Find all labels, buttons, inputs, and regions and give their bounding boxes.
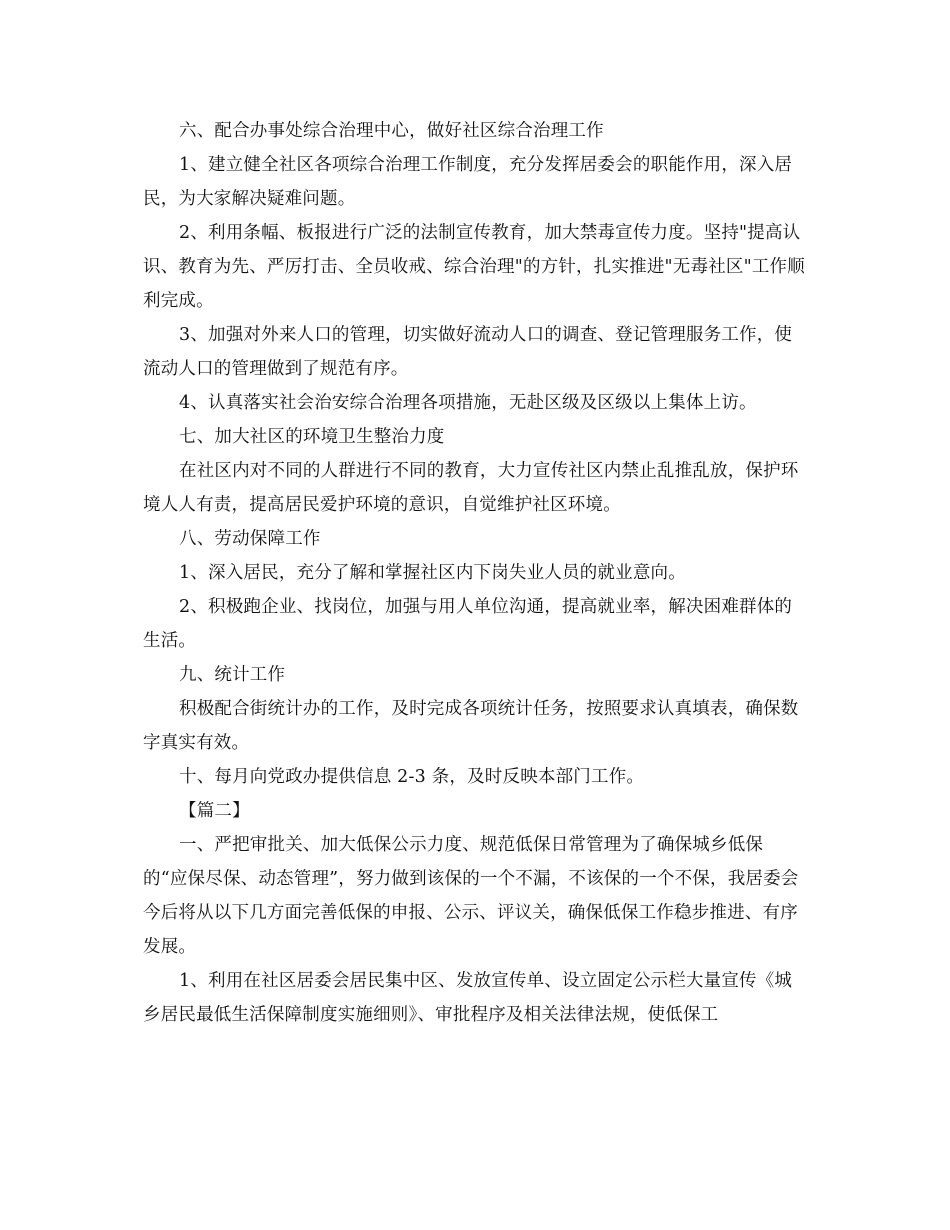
part-heading: 【篇二】	[179, 801, 250, 821]
paragraph: 积极配合街统计办的工作，及时完成各项统计任务，按照要求认真填表，确保数字真实有效。	[143, 699, 799, 753]
section-heading-nine: 九、统计工作	[179, 665, 286, 685]
paragraph: 1、深入居民，充分了解和掌握社区内下岗失业人员的就业意向。	[179, 563, 686, 583]
document-body	[143, 114, 807, 1032]
paragraph: 2、积极跑企业、找岗位，加强与用人单位沟通，提高就业率，解决困难群体的生活。	[143, 597, 793, 651]
paragraph: 十、每月向党政办提供信息 2-3 条，及时反映本部门工作。	[179, 767, 645, 787]
paragraph: 一、严把审批关、加大低保公示力度、规范低保日常管理为了确保城乡低保的“应保尽保、动态管理”，努力做到该保的一个不漏，不该保的一个不保，我居委会今后将从以下几方面完善低保的申报、公示、评议关，确保低保工作稳步推进、有序发展。	[143, 835, 799, 957]
paragraph: 1、建立健全社区各项综合治理工作制度，充分发挥居委会的职能作用，深入居民，为大家解决疑难问题。	[143, 155, 793, 209]
paragraph: 1、利用在社区居委会居民集中区、发放宣传单、设立固定公示栏大量宣传《城乡居民最低生活保障制度实施细则》、审批程序及相关法律法规，使低保工	[143, 971, 793, 1025]
section-heading-six: 六、配合办事处综合治理中心，做好社区综合治理工作	[179, 121, 604, 141]
paragraph: 2、利用条幅、板报进行广泛的法制宣传教育，加大禁毒宣传力度。坚持"提高认识、教育为先、严厉打击、全员收戒、综合治理"的方针，扎实推进"无毒社区"工作顺利完成。	[143, 223, 805, 311]
paragraph: 在社区内对不同的人群进行不同的教育，大力宣传社区内禁止乱推乱放，保护环境人人有责，提高居民爱护环境的意识，自觉维护社区环境。	[143, 461, 799, 515]
paragraph: 3、加强对外来人口的管理，切实做好流动人口的调查、登记管理服务工作，使流动人口的管理做到了规范有序。	[143, 325, 793, 379]
paragraph: 4、认真落实社会治安综合治理各项措施，无赴区级及区级以上集体上访。	[179, 393, 757, 413]
section-heading-eight: 八、劳动保障工作	[179, 529, 321, 549]
section-heading-seven: 七、加大社区的环境卫生整治力度	[179, 427, 445, 447]
